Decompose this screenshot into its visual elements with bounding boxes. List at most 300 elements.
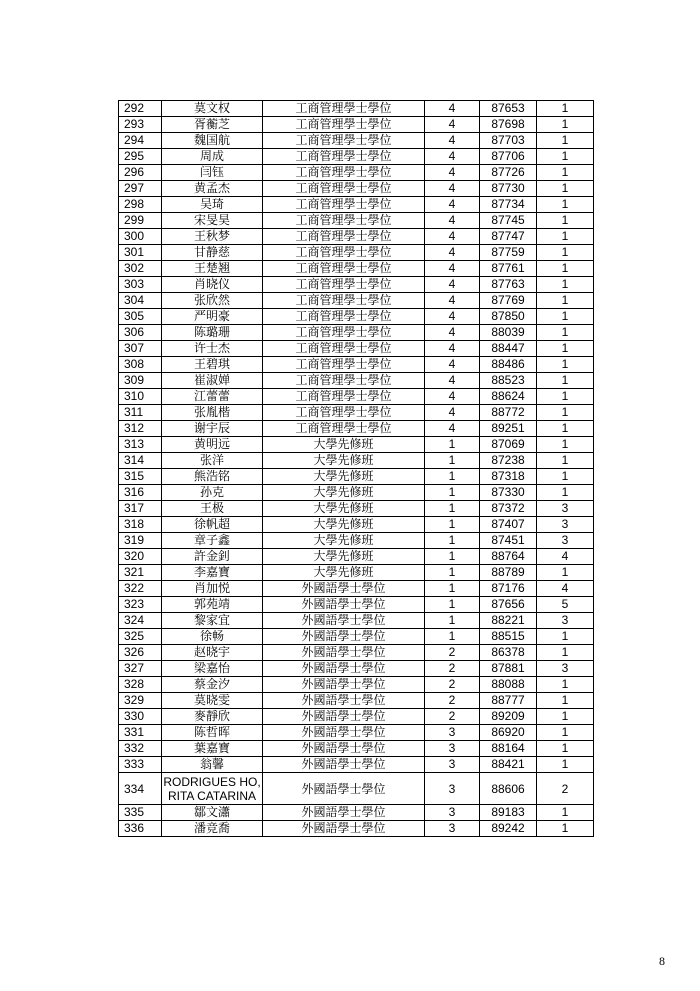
- student-id: 89251: [480, 421, 537, 437]
- student-name: 陈璐珊: [162, 325, 263, 341]
- student-name: 宋旻昊: [162, 213, 263, 229]
- table-row: [119, 693, 594, 709]
- count-value: 1: [537, 821, 594, 837]
- student-name: 王秋梦: [162, 229, 263, 245]
- program-name: 工商管理學士學位: [263, 261, 425, 277]
- student-id: 89242: [480, 821, 537, 837]
- count-value: 1: [537, 677, 594, 693]
- page-number: 8: [659, 954, 665, 968]
- table-row: [119, 805, 594, 821]
- program-name: 外國語學士學位: [263, 725, 425, 741]
- row-number: 309: [119, 373, 162, 389]
- year-of-study: 4: [425, 101, 480, 117]
- table-row: [119, 149, 594, 165]
- table-row: [119, 741, 594, 757]
- table-row: [119, 501, 594, 517]
- row-number: 310: [119, 389, 162, 405]
- student-name: 王极: [162, 501, 263, 517]
- student-id: 87726: [480, 165, 537, 181]
- student-id: 87372: [480, 501, 537, 517]
- row-number: 333: [119, 757, 162, 773]
- table-row: [119, 821, 594, 837]
- table-row: [119, 325, 594, 341]
- table-row: [119, 101, 594, 117]
- row-number: 293: [119, 117, 162, 133]
- year-of-study: 1: [425, 597, 480, 613]
- student-name: 周成: [162, 149, 263, 165]
- student-name: 葉嘉寶: [162, 741, 263, 757]
- student-id: 88164: [480, 741, 537, 757]
- count-value: 1: [537, 373, 594, 389]
- row-number: 317: [119, 501, 162, 517]
- student-id: 87763: [480, 277, 537, 293]
- student-name: RODRIGUES HO, RITA CATARINA: [163, 774, 261, 803]
- student-id: 87881: [480, 661, 537, 677]
- count-value: 1: [537, 101, 594, 117]
- student-id: 88764: [480, 549, 537, 565]
- table-row: [119, 389, 594, 405]
- table-row: [119, 117, 594, 133]
- row-number: 311: [119, 405, 162, 421]
- student-name: 江蕾蕾: [162, 389, 263, 405]
- table-row: [119, 213, 594, 229]
- student-name: 翁馨: [162, 757, 263, 773]
- student-id: 87698: [480, 117, 537, 133]
- count-value: 1: [537, 693, 594, 709]
- student-name: 谢宇辰: [162, 421, 263, 437]
- student-name: 許金釗: [162, 549, 263, 565]
- student-table-body: [119, 101, 594, 837]
- student-id: 87656: [480, 597, 537, 613]
- row-number: 331: [119, 725, 162, 741]
- year-of-study: 2: [425, 661, 480, 677]
- student-id: 89183: [480, 805, 537, 821]
- student-id: 87759: [480, 245, 537, 261]
- program-name: 工商管理學士學位: [263, 101, 425, 117]
- student-name: 黄明远: [162, 437, 263, 453]
- program-name: 工商管理學士學位: [263, 229, 425, 245]
- student-id: 88515: [480, 629, 537, 645]
- count-value: 2: [537, 773, 594, 805]
- program-name: 大學先修班: [263, 437, 425, 453]
- count-value: 4: [537, 581, 594, 597]
- student-name: 梁嘉怡: [162, 661, 263, 677]
- program-name: 外國語學士學位: [263, 581, 425, 597]
- program-name: 外國語學士學位: [263, 741, 425, 757]
- count-value: 1: [537, 725, 594, 741]
- row-number: 308: [119, 357, 162, 373]
- student-id: 88789: [480, 565, 537, 581]
- year-of-study: 3: [425, 741, 480, 757]
- count-value: 1: [537, 293, 594, 309]
- row-number: 305: [119, 309, 162, 325]
- program-name: 大學先修班: [263, 469, 425, 485]
- program-name: 外國語學士學位: [263, 661, 425, 677]
- student-name: 郭苑靖: [162, 597, 263, 613]
- program-name: 工商管理學士學位: [263, 181, 425, 197]
- count-value: 3: [537, 501, 594, 517]
- student-name: 严明豪: [162, 309, 263, 325]
- row-number: 334: [119, 773, 162, 805]
- program-name: 工商管理學士學位: [263, 341, 425, 357]
- program-name: 工商管理學士學位: [263, 293, 425, 309]
- year-of-study: 4: [425, 309, 480, 325]
- table-row: [119, 757, 594, 773]
- student-name: 甘静慈: [162, 245, 263, 261]
- year-of-study: 1: [425, 629, 480, 645]
- student-name: 徐畅: [162, 629, 263, 645]
- student-id: 88447: [480, 341, 537, 357]
- program-name: 大學先修班: [263, 485, 425, 501]
- count-value: 3: [537, 613, 594, 629]
- program-name: 外國語學士學位: [263, 757, 425, 773]
- table-row: [119, 629, 594, 645]
- year-of-study: 2: [425, 645, 480, 661]
- count-value: 1: [537, 261, 594, 277]
- row-number: 321: [119, 565, 162, 581]
- row-number: 313: [119, 437, 162, 453]
- table-row: [119, 549, 594, 565]
- count-value: 1: [537, 277, 594, 293]
- year-of-study: 2: [425, 709, 480, 725]
- count-value: 1: [537, 757, 594, 773]
- student-id: 86920: [480, 725, 537, 741]
- row-number: 318: [119, 517, 162, 533]
- program-name: 工商管理學士學位: [263, 309, 425, 325]
- year-of-study: 4: [425, 341, 480, 357]
- count-value: 3: [537, 533, 594, 549]
- student-name: 熊浩铭: [162, 469, 263, 485]
- count-value: 1: [537, 485, 594, 501]
- count-value: 3: [537, 661, 594, 677]
- student-name: 王碧琪: [162, 357, 263, 373]
- table-row: [119, 357, 594, 373]
- year-of-study: 1: [425, 501, 480, 517]
- student-name: 闫钰: [162, 165, 263, 181]
- program-name: 外國語學士學位: [263, 805, 425, 821]
- table-row: [119, 373, 594, 389]
- program-name: 工商管理學士學位: [263, 197, 425, 213]
- program-name: 工商管理學士學位: [263, 405, 425, 421]
- year-of-study: 2: [425, 677, 480, 693]
- table-row: [119, 261, 594, 277]
- table-row: [119, 597, 594, 613]
- count-value: 3: [537, 517, 594, 533]
- student-name: 徐帆超: [162, 517, 263, 533]
- table-row: [119, 533, 594, 549]
- row-number: 306: [119, 325, 162, 341]
- row-number: 300: [119, 229, 162, 245]
- table-row: [119, 421, 594, 437]
- row-number: 302: [119, 261, 162, 277]
- student-name: 蔡金汐: [162, 677, 263, 693]
- row-number: 322: [119, 581, 162, 597]
- program-name: 工商管理學士學位: [263, 213, 425, 229]
- table-row: [119, 181, 594, 197]
- table-row: [119, 613, 594, 629]
- table-row: [119, 293, 594, 309]
- count-value: 1: [537, 341, 594, 357]
- row-number: 329: [119, 693, 162, 709]
- table-row: [119, 565, 594, 581]
- year-of-study: 1: [425, 517, 480, 533]
- table-row: [119, 341, 594, 357]
- count-value: 1: [537, 805, 594, 821]
- table-row: [119, 453, 594, 469]
- row-number: 328: [119, 677, 162, 693]
- count-value: 1: [537, 437, 594, 453]
- student-name: 莫晓雯: [162, 693, 263, 709]
- row-number: 327: [119, 661, 162, 677]
- table-row: [119, 661, 594, 677]
- row-number: 299: [119, 213, 162, 229]
- year-of-study: 4: [425, 245, 480, 261]
- student-name: 莫文权: [162, 101, 263, 117]
- year-of-study: 1: [425, 469, 480, 485]
- program-name: 外國語學士學位: [263, 645, 425, 661]
- student-table: [118, 100, 594, 837]
- row-number: 297: [119, 181, 162, 197]
- program-name: 大學先修班: [263, 533, 425, 549]
- table-row: [119, 645, 594, 661]
- program-name: 外國語學士學位: [263, 677, 425, 693]
- year-of-study: 4: [425, 389, 480, 405]
- student-name: 肖晓仪: [162, 277, 263, 293]
- table-row: [119, 469, 594, 485]
- year-of-study: 4: [425, 421, 480, 437]
- program-name: 外國語學士學位: [263, 597, 425, 613]
- program-name: 工商管理學士學位: [263, 373, 425, 389]
- count-value: 1: [537, 149, 594, 165]
- count-value: 1: [537, 741, 594, 757]
- row-number: 320: [119, 549, 162, 565]
- table-row: [119, 773, 594, 805]
- table-row: [119, 165, 594, 181]
- program-name: 外國語學士學位: [263, 709, 425, 725]
- student-name: 黎家宜: [162, 613, 263, 629]
- student-id: 87850: [480, 309, 537, 325]
- year-of-study: 2: [425, 693, 480, 709]
- year-of-study: 1: [425, 549, 480, 565]
- program-name: 工商管理學士學位: [263, 357, 425, 373]
- count-value: 1: [537, 165, 594, 181]
- count-value: 1: [537, 709, 594, 725]
- table-row: [119, 517, 594, 533]
- table-row: [119, 581, 594, 597]
- table-row: [119, 405, 594, 421]
- student-name: 麥靜欣: [162, 709, 263, 725]
- student-id: 87747: [480, 229, 537, 245]
- program-name: 工商管理學士學位: [263, 421, 425, 437]
- row-number: 316: [119, 485, 162, 501]
- student-name: 胥蘅芝: [162, 117, 263, 133]
- year-of-study: 1: [425, 437, 480, 453]
- year-of-study: 4: [425, 181, 480, 197]
- student-id: 88523: [480, 373, 537, 389]
- program-name: 工商管理學士學位: [263, 389, 425, 405]
- student-name: 黄孟杰: [162, 181, 263, 197]
- year-of-study: 4: [425, 405, 480, 421]
- student-id: 87330: [480, 485, 537, 501]
- student-name: 张胤楷: [162, 405, 263, 421]
- program-name: 工商管理學士學位: [263, 133, 425, 149]
- year-of-study: 4: [425, 117, 480, 133]
- count-value: 1: [537, 565, 594, 581]
- year-of-study: 4: [425, 277, 480, 293]
- count-value: 1: [537, 133, 594, 149]
- student-name: 赵晓宇: [162, 645, 263, 661]
- table-row: [119, 229, 594, 245]
- count-value: 1: [537, 405, 594, 421]
- year-of-study: 1: [425, 613, 480, 629]
- year-of-study: 4: [425, 197, 480, 213]
- program-name: 外國語學士學位: [263, 613, 425, 629]
- year-of-study: 4: [425, 133, 480, 149]
- row-number: 312: [119, 421, 162, 437]
- year-of-study: 3: [425, 821, 480, 837]
- count-value: 1: [537, 389, 594, 405]
- row-number: 326: [119, 645, 162, 661]
- student-id: 87734: [480, 197, 537, 213]
- program-name: 大學先修班: [263, 549, 425, 565]
- student-id: 88421: [480, 757, 537, 773]
- row-number: 319: [119, 533, 162, 549]
- count-value: 1: [537, 357, 594, 373]
- student-name: 魏国航: [162, 133, 263, 149]
- row-number: 323: [119, 597, 162, 613]
- program-name: 工商管理學士學位: [263, 245, 425, 261]
- year-of-study: 4: [425, 293, 480, 309]
- year-of-study: 1: [425, 581, 480, 597]
- row-number: 324: [119, 613, 162, 629]
- student-id: 87769: [480, 293, 537, 309]
- row-number: 336: [119, 821, 162, 837]
- student-id: 87745: [480, 213, 537, 229]
- student-id: 87176: [480, 581, 537, 597]
- program-name: 工商管理學士學位: [263, 149, 425, 165]
- program-name: 大學先修班: [263, 565, 425, 581]
- year-of-study: 1: [425, 533, 480, 549]
- program-name: 外國語學士學位: [263, 821, 425, 837]
- row-number: 330: [119, 709, 162, 725]
- row-number: 301: [119, 245, 162, 261]
- student-id: 87761: [480, 261, 537, 277]
- program-name: 外國語學士學位: [263, 693, 425, 709]
- program-name: 工商管理學士學位: [263, 325, 425, 341]
- row-number: 325: [119, 629, 162, 645]
- count-value: 1: [537, 469, 594, 485]
- student-id: 87703: [480, 133, 537, 149]
- student-name: 潘竞喬: [162, 821, 263, 837]
- row-number: 315: [119, 469, 162, 485]
- row-number: 307: [119, 341, 162, 357]
- count-value: 1: [537, 629, 594, 645]
- student-id: 88777: [480, 693, 537, 709]
- row-number: 298: [119, 197, 162, 213]
- year-of-study: 4: [425, 325, 480, 341]
- student-id: 87653: [480, 101, 537, 117]
- student-id: 88221: [480, 613, 537, 629]
- student-id: 87451: [480, 533, 537, 549]
- student-name: 许士杰: [162, 341, 263, 357]
- student-id: 88039: [480, 325, 537, 341]
- program-name: 工商管理學士學位: [263, 277, 425, 293]
- count-value: 5: [537, 597, 594, 613]
- student-name: 张欣然: [162, 293, 263, 309]
- year-of-study: 4: [425, 149, 480, 165]
- student-name: 王楚翘: [162, 261, 263, 277]
- student-name: 李嘉寶: [162, 565, 263, 581]
- row-number: 335: [119, 805, 162, 821]
- count-value: 1: [537, 181, 594, 197]
- row-number: 295: [119, 149, 162, 165]
- year-of-study: 1: [425, 485, 480, 501]
- row-number: 314: [119, 453, 162, 469]
- student-id: 87407: [480, 517, 537, 533]
- year-of-study: 1: [425, 565, 480, 581]
- count-value: 4: [537, 549, 594, 565]
- student-id: 87318: [480, 469, 537, 485]
- table-row: [119, 485, 594, 501]
- table-row: [119, 309, 594, 325]
- year-of-study: 4: [425, 357, 480, 373]
- student-id: 87238: [480, 453, 537, 469]
- student-name: 肖加悦: [162, 581, 263, 597]
- count-value: 1: [537, 453, 594, 469]
- student-name: 张洋: [162, 453, 263, 469]
- row-number: 296: [119, 165, 162, 181]
- student-id: 89209: [480, 709, 537, 725]
- student-name: 鄒文瀟: [162, 805, 263, 821]
- program-name: 大學先修班: [263, 517, 425, 533]
- year-of-study: 4: [425, 165, 480, 181]
- count-value: 1: [537, 229, 594, 245]
- year-of-study: 4: [425, 229, 480, 245]
- program-name: 工商管理學士學位: [263, 117, 425, 133]
- year-of-study: 1: [425, 453, 480, 469]
- year-of-study: 3: [425, 805, 480, 821]
- count-value: 1: [537, 117, 594, 133]
- student-name: 章子鑫: [162, 533, 263, 549]
- student-id: 88624: [480, 389, 537, 405]
- table-row: [119, 677, 594, 693]
- program-name: 外國語學士學位: [263, 773, 425, 805]
- student-id: 88606: [480, 773, 537, 805]
- table-row: [119, 277, 594, 293]
- program-name: 大學先修班: [263, 501, 425, 517]
- count-value: 1: [537, 325, 594, 341]
- table-row: [119, 197, 594, 213]
- count-value: 1: [537, 245, 594, 261]
- count-value: 1: [537, 309, 594, 325]
- row-number: 303: [119, 277, 162, 293]
- year-of-study: 4: [425, 213, 480, 229]
- year-of-study: 3: [425, 757, 480, 773]
- program-name: 工商管理學士學位: [263, 165, 425, 181]
- table-row: [119, 709, 594, 725]
- student-id: 87706: [480, 149, 537, 165]
- student-id: 86378: [480, 645, 537, 661]
- student-name: 陈哲晖: [162, 725, 263, 741]
- student-id: 87069: [480, 437, 537, 453]
- table-row: [119, 725, 594, 741]
- program-name: 大學先修班: [263, 453, 425, 469]
- year-of-study: 3: [425, 773, 480, 805]
- year-of-study: 4: [425, 261, 480, 277]
- student-name: 崔淑婵: [162, 373, 263, 389]
- table-row: [119, 437, 594, 453]
- table-row: [119, 133, 594, 149]
